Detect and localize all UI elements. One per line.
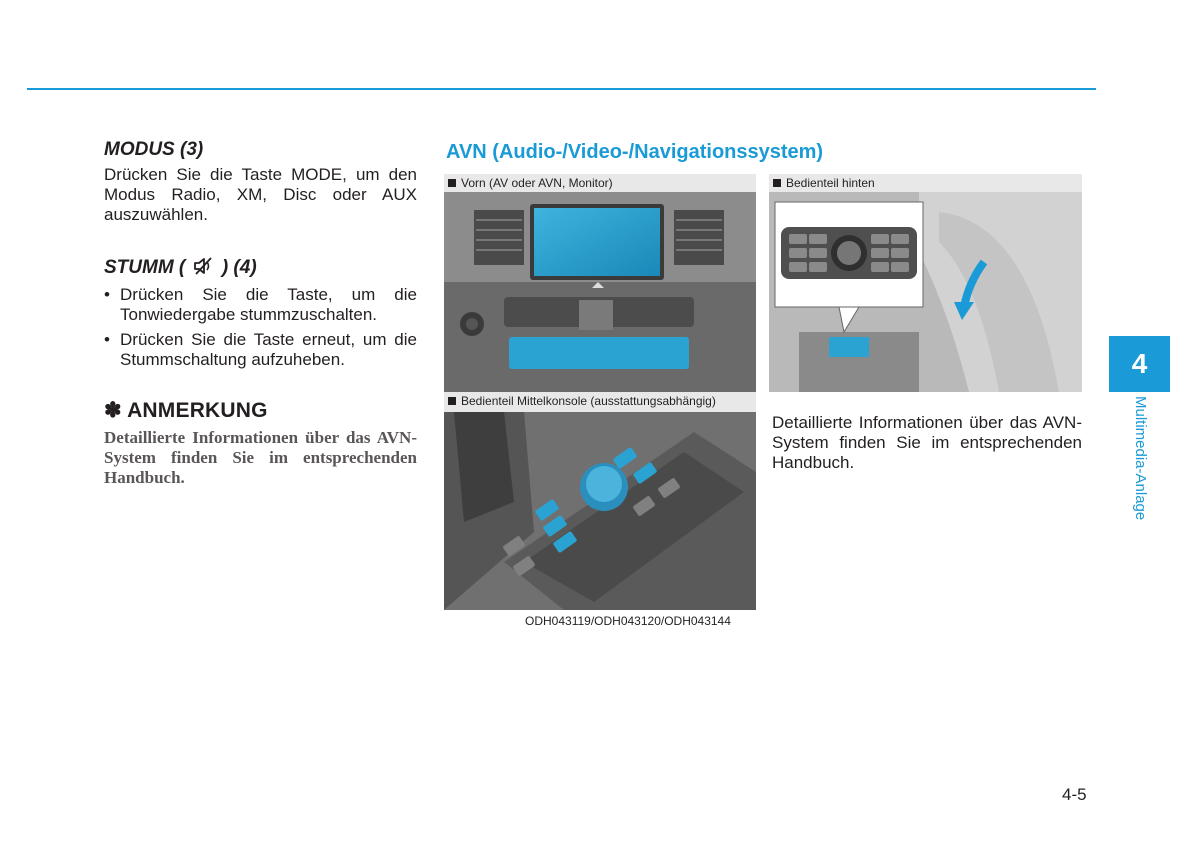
section-title: AVN (Audio-/Video-/Navigationssystem) [446, 141, 824, 163]
square-bullet-icon [773, 179, 781, 187]
chapter-tab [1109, 336, 1170, 392]
note-text: Detaillierte Informationen über das AVN-System finden Sie im entsprechenden Handbuch. [104, 428, 417, 487]
figure-label-text: Bedienteil Mittelkonsole (ausstattungsabhängig) [461, 394, 716, 408]
list-item-text: Drücken Sie die Taste, um die Tonwiedergabe stummzuschalten. [120, 285, 417, 324]
rear-seat-photo [769, 192, 1082, 392]
chapter-number: 4 [1131, 348, 1148, 379]
front-dashboard-photo [444, 192, 756, 392]
bullet-dot: • [104, 330, 110, 349]
note-heading [104, 398, 268, 423]
figure-label-rear [769, 174, 1082, 192]
square-bullet-icon [448, 179, 456, 187]
mute-icon [193, 256, 215, 282]
stumm-heading [104, 256, 257, 282]
center-console-photo [444, 412, 756, 610]
figure-label-front [444, 174, 756, 192]
square-bullet-icon [448, 397, 456, 405]
bullet-dot: • [104, 285, 110, 304]
figure-label-console [444, 392, 756, 412]
stumm-heading-pre: STUMM ( [104, 257, 186, 278]
figure-caption: ODH043119/ODH043120/ODH043144 [525, 614, 731, 628]
stumm-heading-post: ) (4) [221, 257, 257, 278]
list-item [104, 285, 417, 325]
avn-info-text: Detaillierte Informationen über das AVN-System finden Sie im entsprechenden Handbuch. [772, 413, 1082, 472]
modus-heading: MODUS (3) [104, 139, 204, 160]
chapter-title: Multimedia-Anlage [1132, 396, 1149, 521]
list-item-text: Drücken Sie die Taste erneut, um die Stummschaltung aufzuheben. [120, 330, 417, 369]
figure-label-text: Vorn (AV oder AVN, Monitor) [461, 176, 613, 190]
modus-text: Drücken Sie die Taste MODE, um den Modus Radio, XM, Disc oder AUX auszuwählen. [104, 165, 417, 224]
list-item [104, 330, 417, 370]
header-rule [27, 88, 1096, 90]
note-symbol: ✽ [104, 399, 122, 422]
figure-label-text: Bedienteil hinten [786, 176, 875, 190]
page-number: 4-5 [1062, 785, 1087, 804]
stumm-bullet-list [104, 285, 417, 370]
note-title: ANMERKUNG [127, 399, 268, 422]
